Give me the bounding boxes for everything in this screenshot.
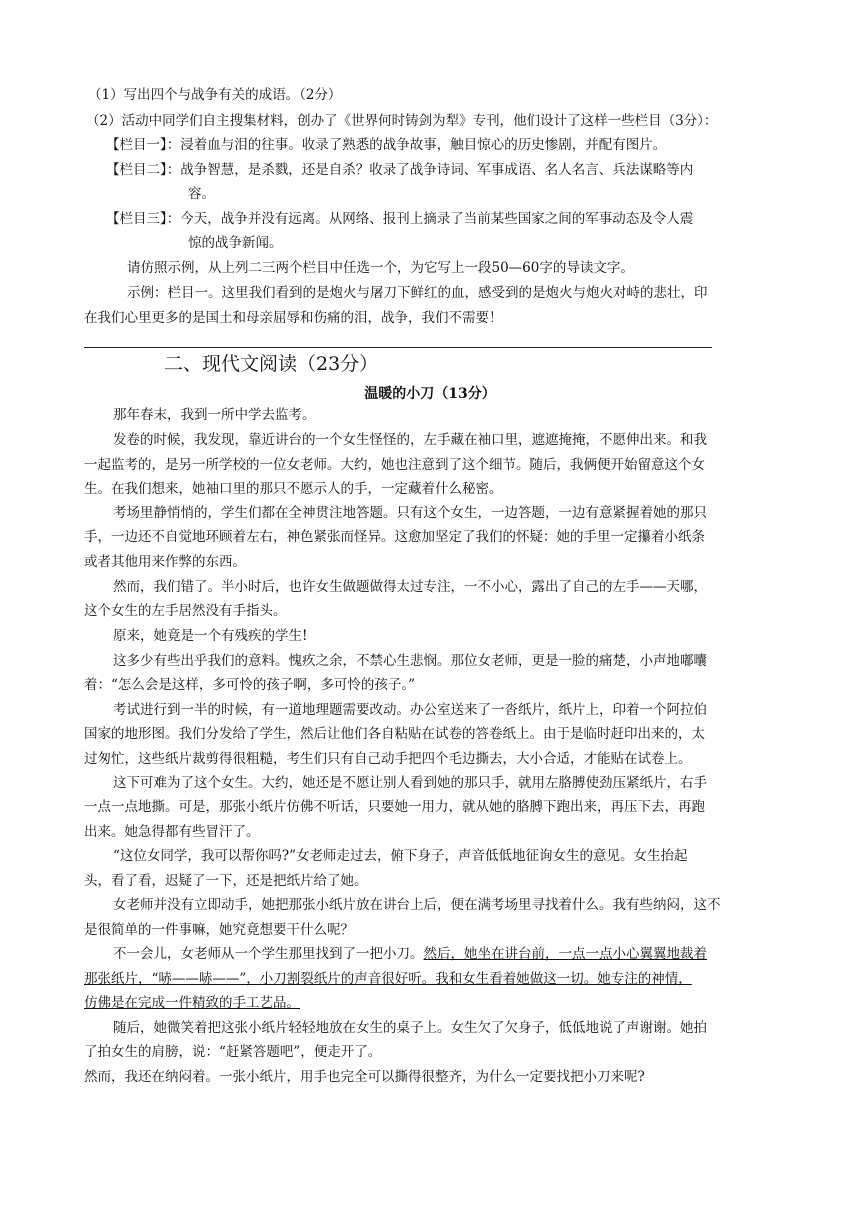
paragraph-line: 头，看了看，迟疑了一下，还是把纸片给了她。 [84,873,368,889]
column-2-line-1: 【栏目二】：战争智慧，是杀戮，还是自杀？收录了战争诗词、军事成语、名人名言、兵法谋略等内 [106,162,694,178]
section-divider [84,347,712,348]
underlined-text: 然后，她坐在讲台前，一点一点小心翼翼地裁着 [423,946,707,962]
question-2: （2）活动中同学们自主搜集材料，创办了《世界何时铸剑为犁》专刊，他们设计了这样一些栏目（3分）： [86,113,718,129]
paragraph-line: 国家的地形图。我们分发给了学生，然后让他们各自粘贴在试卷的答卷纸上。由于是临时赶印出来的，太 [84,726,705,742]
paragraph-line: 一起监考的，是另一所学校的一位女老师。大约，她也注意到了这个细节。随后，我俩便开始留意这个女 [84,457,705,473]
paragraph: 原来，她竟是一个有残疾的学生! [113,628,308,644]
paragraph-line: “这位女同学，我可以帮你吗?”女老师走过去，俯下身子，声音低低地征询女生的意见。女生抬起 [113,848,688,864]
paragraph-line: 随后，她微笑着把这张小纸片轻轻地放在女生的桌子上。女生欠了欠身子，低低地说了声谢谢。她拍 [113,1020,707,1036]
column-3-line-2: 惊的战争新闻。 [188,235,283,251]
example-line-1: 示例：栏目一。这里我们看到的是炮火与屠刀下鲜红的血，感受到的是炮火与炮火对峙的悲壮，印 [127,285,708,301]
paragraph-line: 手，一边还不自觉地环顾着左右，神色紧张而怪异。这愈加坚定了我们的怀疑：她的手里一定攥着小纸条 [84,529,705,545]
paragraph: 那年春末，我到一所中学去监考。 [113,407,316,423]
paragraph-line: 着：“怎么会是这样，多可怜的孩子啊，多可怜的孩子。” [84,677,416,693]
example-line-2: 在我们心里更多的是国土和母亲屈辱和伤痛的泪，战争，我们不需要！ [84,310,503,326]
instruction: 请仿照示例，从上列二三两个栏目中任选一个，为它写上一段50—60字的导读文字。 [127,260,634,276]
paragraph-line [113,944,707,964]
paragraph-line: 考场里静悄悄的，学生们都在全神贯注地答题。只有这个女生，一边答题，一边有意紧握着她的那只 [113,505,707,521]
paragraph-line: 发卷的时候，我发现，靠近讲台的一个女生怪怪的，左手藏在袖口里，遮遮掩掩，不愿伸出来。和我 [113,432,707,448]
section-heading: 二、现代文阅读（23分） [164,353,379,375]
paragraph-line: 这个女生的左手居然没有手指头。 [84,603,287,619]
question-1: （1）写出四个与战争有关的成语。（2分） [88,87,342,103]
paragraph-line: 一点一点地撕。可是，那张小纸片仿佛不听话，只要她一用力，就从她的胳膊下跑出来，再压下去，再跑 [84,799,705,815]
underlined-paragraph-line: 那张纸片，“哧——哧——”，小刀割裂纸片的声音很好听。我和女生看着她做这一切。她专注的神情， [84,971,692,987]
paragraph-line: 这多少有些出乎我们的意料。愧疚之余，不禁心生悲悯。那位女老师，更是一脸的痛楚，小声地嘟囔 [113,653,707,669]
underlined-paragraph-line: 仿佛是在完成一件精致的手工艺品。 [84,995,300,1011]
paragraph-line: 是很简单的一件事嘛，她究竟想要干什么呢？ [84,922,354,938]
paragraph-line: 女老师并没有立即动手，她把那张小纸片放在讲台上后，便在满考场里寻找着什么。我有些纳闷，这不 [113,897,721,913]
paragraph-line: 生。在我们想来，她袖口里的那只不愿示人的手，一定藏着什么秘密。 [84,481,503,497]
paragraph-line: 考试进行到一半的时候，有一道地理题需要改动。办公室送来了一沓纸片，纸片上，印着一个阿拉伯 [113,702,707,718]
column-1: 【栏目一】：浸着血与泪的往事。收录了熟悉的战争故事，触目惊心的历史惨剧，并配有图片。 [106,137,667,153]
paragraph-line: 出来。她急得都有些冒汗了。 [84,824,260,840]
paragraph-line: 这下可难为了这个女生。大约，她还是不愿让别人看到她的那只手，就用左胳膊使劲压紧纸片，右手 [113,775,707,791]
column-3-line-1: 【栏目三】：今天，战争并没有远离。从网络、报刊上摘录了当前某些国家之间的军事动态及令人震 [106,211,694,227]
paragraph-line: 了拍女生的肩膀，说：“赶紧答题吧”，便走开了。 [84,1044,382,1060]
paragraph-line: 然而，我们错了。半小时后，也许女生做题做得太过专注，一不小心，露出了自己的左手——天哪， [113,579,707,595]
paragraph-line: 过匆忙，这些纸片裁剪得很粗糙，考生们只有自己动手把四个毛边撕去，大小合适，才能贴在试卷上。 [84,751,692,767]
plain-text: 不一会儿，女老师从一个学生那里找到了一把小刀。 [113,946,424,962]
paragraph: 然而，我还在纳闷着。一张小纸片，用手也完全可以撕得很整齐，为什么一定要找把小刀来呢? [84,1069,645,1085]
paragraph-line: 或者其他用来作弊的东西。 [84,554,246,570]
column-2-line-2: 容。 [188,186,215,202]
article-title: 温暖的小刀（13分） [364,386,496,402]
